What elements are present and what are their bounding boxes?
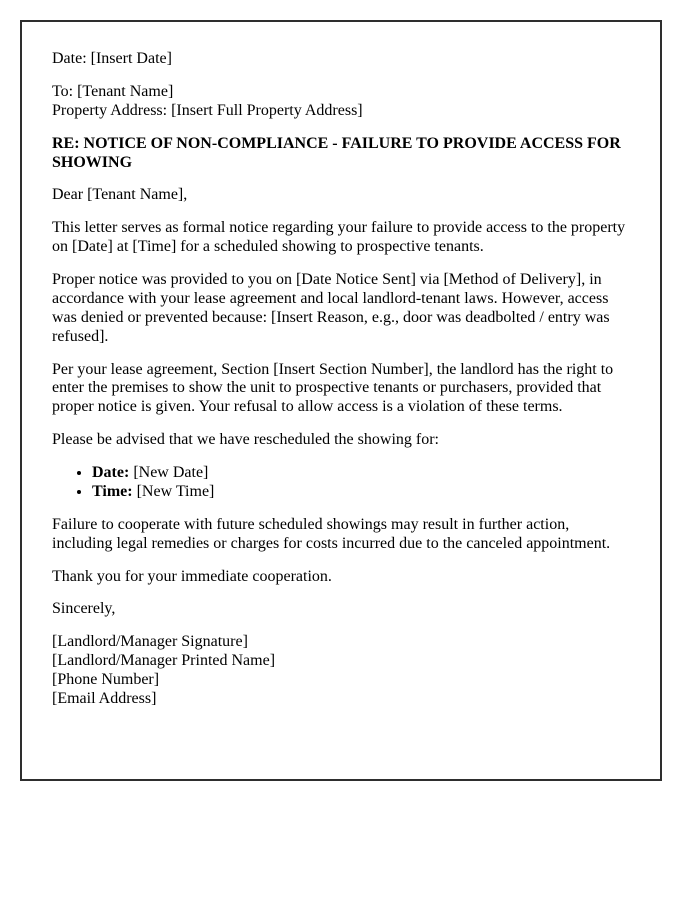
property-address-line: Property Address: [Insert Full Property Address] (52, 101, 363, 119)
body-paragraph-2: Proper notice was provided to you on [Date Notice Sent] via [Method of Delivery], in accordance with your lease agreement and local landlord-tenant laws. However, access was denied or prevented because: [Insert Reason, e.g., door was deadbolted / entry was refused]. (52, 271, 610, 345)
signature-line: [Landlord/Manager Signature] (52, 633, 248, 651)
salutation: Dear [Tenant Name], (52, 186, 188, 204)
body-paragraph-1: This letter serves as formal notice regarding your failure to provide access to the property on [Date] at [Time] for a scheduled showing to prospective tenants. (52, 219, 626, 256)
body-paragraph-6: Thank you for your immediate cooperation. (52, 567, 332, 585)
printed-name-line: [Landlord/Manager Printed Name] (52, 652, 276, 670)
date-line: Date: [Insert Date] (52, 50, 172, 67)
sign-off: Sincerely, (52, 600, 116, 618)
body-paragraph-3: Per your lease agreement, Section [Insert Section Number], the landlord has the right to enter the premises to show the unit to prospective tenants or purchasers, provided that proper notice is given. Your refusal to allow access is a violation of these terms. (52, 360, 614, 416)
signature-block (52, 633, 630, 709)
body-paragraph-4: Please be advised that we have rescheduled the showing for: (52, 431, 439, 449)
phone-number-line: [Phone Number] (52, 671, 160, 688)
recipient-block (52, 83, 630, 121)
letter-page (20, 20, 662, 781)
email-address-line: [Email Address] (52, 689, 157, 707)
reschedule-time-value: [New Time] (136, 482, 215, 500)
reschedule-time-item (92, 483, 630, 502)
subject-heading: RE: NOTICE OF NON-COMPLIANCE - FAILURE TO PROVIDE ACCESS FOR SHOWING (52, 134, 621, 171)
reschedule-date-value: [New Date] (133, 464, 209, 481)
reschedule-date-label: Date: (92, 464, 130, 481)
reschedule-list (52, 464, 630, 502)
to-line: To: [Tenant Name] (52, 82, 174, 100)
reschedule-time-label: Time: (92, 482, 133, 500)
body-paragraph-5: Failure to cooperate with future scheduled showings may result in further action, including legal remedies or charges for costs incurred due to the canceled appointment. (52, 515, 611, 552)
reschedule-date-item (92, 464, 630, 483)
